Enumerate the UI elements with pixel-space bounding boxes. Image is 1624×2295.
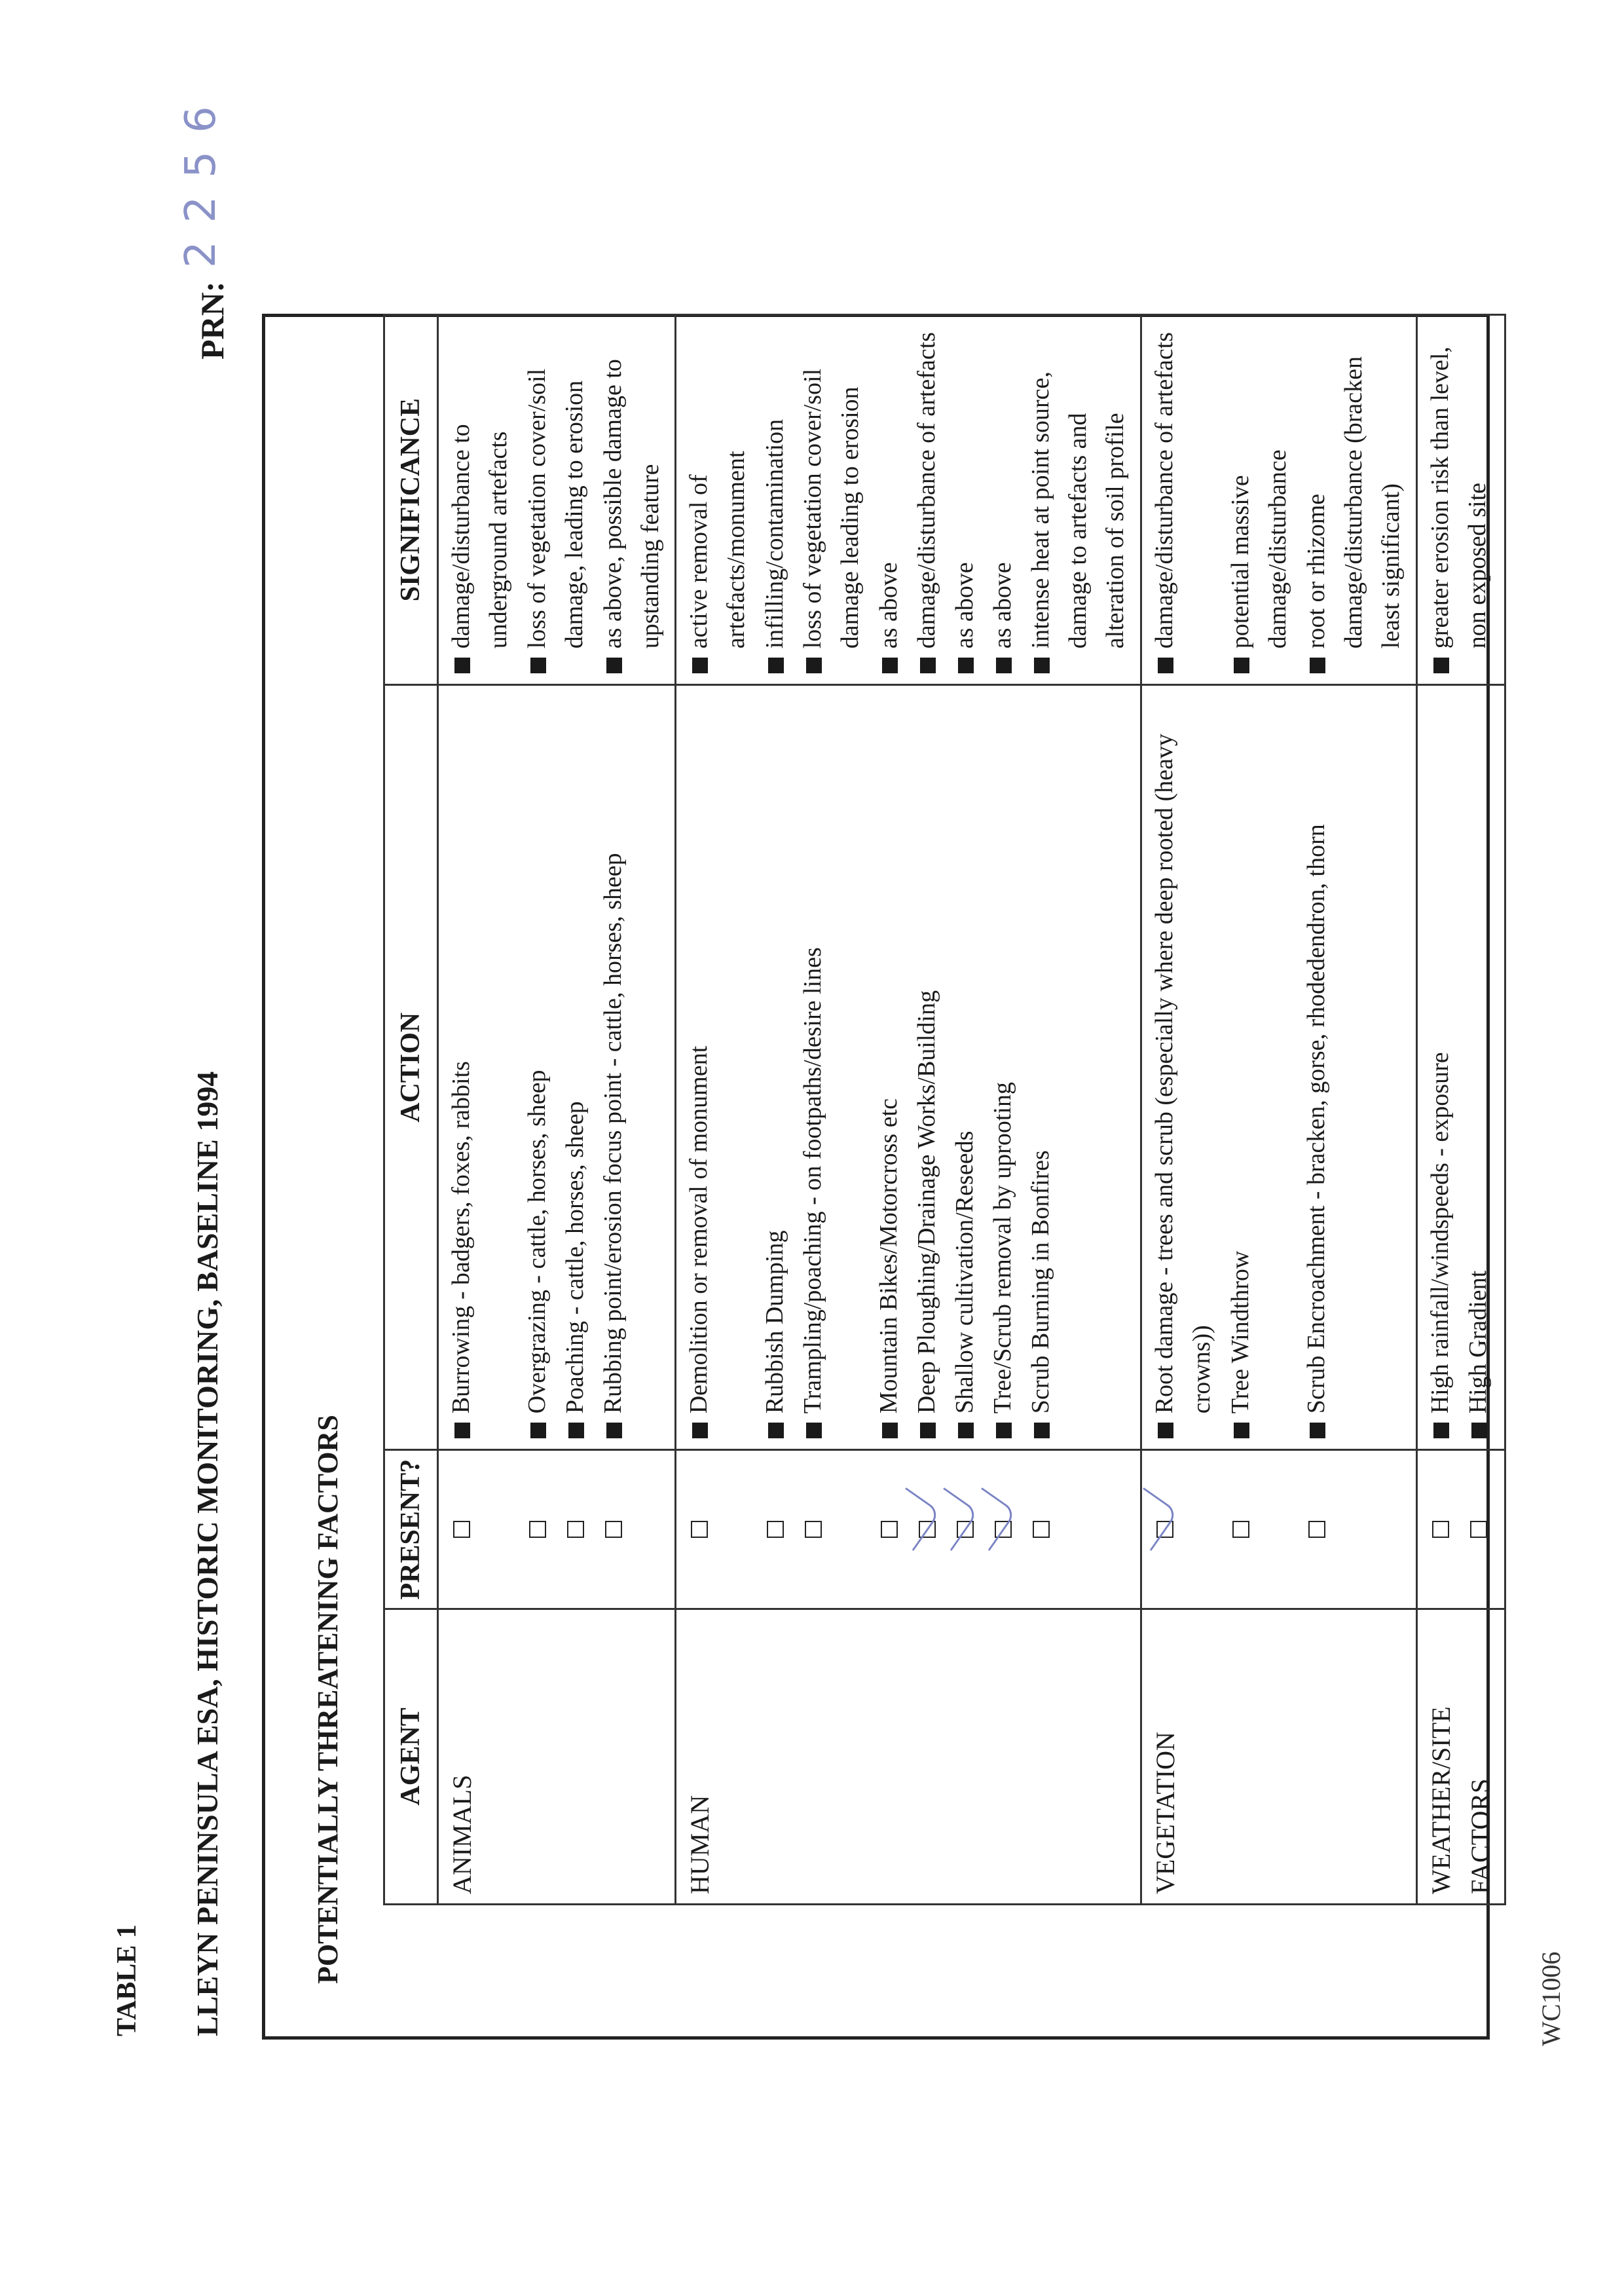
action-item — [595, 695, 671, 1440]
square-bullet-icon — [530, 658, 546, 673]
significance-cell — [676, 315, 1141, 685]
significance-text: potential massive damage/disturbance — [1227, 449, 1291, 649]
significance-item — [1022, 325, 1136, 675]
table-row — [676, 315, 1141, 1905]
present-checkbox[interactable] — [1432, 1521, 1449, 1538]
document-code: WC1006 — [1536, 1951, 1566, 2046]
significance-item — [680, 325, 756, 675]
significance-text: infilling/contamination — [761, 419, 788, 649]
square-bullet-icon — [454, 658, 470, 673]
square-bullet-icon — [1158, 1423, 1173, 1438]
action-text: Burrowing - badgers, foxes, rabbits — [447, 1061, 475, 1414]
square-bullet-icon — [692, 1423, 708, 1438]
agent-name: VEGETATION — [1151, 1732, 1180, 1894]
present-checkbox[interactable] — [567, 1521, 584, 1538]
significance-item — [756, 325, 794, 675]
action-text: High Gradient — [1464, 1270, 1492, 1414]
significance-text: damage/disturbance to underground artefacts — [447, 424, 512, 649]
action-item — [946, 695, 984, 1440]
column-header-present: PRESENT? — [384, 1450, 438, 1609]
present-cell — [438, 1450, 676, 1609]
table-row — [438, 315, 676, 1905]
square-bullet-icon — [1234, 1423, 1249, 1438]
significance-item — [1146, 325, 1222, 675]
square-bullet-icon — [530, 1423, 546, 1438]
present-checkbox[interactable] — [1232, 1521, 1249, 1538]
present-checkbox[interactable] — [605, 1521, 622, 1538]
significance-item — [1422, 325, 1498, 675]
square-bullet-icon — [692, 658, 708, 673]
square-bullet-icon — [606, 1423, 622, 1438]
present-checkbox[interactable] — [1308, 1521, 1325, 1538]
page-title: LLEYN PENINSULA ESA, HISTORIC MONITORING, BASELINE 1994 — [191, 1071, 224, 2036]
significance-text: damage/disturbance of artefacts — [1151, 332, 1178, 649]
action-item — [794, 695, 870, 1440]
significance-item — [984, 325, 1022, 675]
square-bullet-icon — [958, 1423, 974, 1438]
action-item — [1022, 695, 1136, 1440]
action-item — [1146, 695, 1222, 1440]
significance-text: as above — [951, 562, 978, 649]
significance-item — [794, 325, 870, 675]
square-bullet-icon — [806, 658, 822, 673]
significance-item — [519, 325, 595, 675]
action-text: Demolition or removal of monument — [685, 1045, 712, 1414]
square-bullet-icon — [920, 658, 936, 673]
significance-text: as above — [989, 562, 1016, 649]
action-item — [519, 695, 557, 1440]
significance-text: root or rhizome damage/disturbance (bracken least significant) — [1302, 356, 1405, 649]
significance-text: as above, possible damage to upstanding feature — [599, 359, 664, 649]
square-bullet-icon — [568, 1423, 584, 1438]
square-bullet-icon — [454, 1423, 470, 1438]
significance-text: greater erosion risk than level, non exposed site — [1426, 346, 1491, 649]
significance-item — [1298, 325, 1412, 675]
significance-cell — [1141, 315, 1417, 685]
table-number: TABLE 1 — [112, 1924, 142, 2036]
present-checkbox[interactable] — [805, 1521, 822, 1538]
action-item — [680, 695, 756, 1440]
action-item — [870, 695, 908, 1440]
square-bullet-icon — [606, 658, 622, 673]
square-bullet-icon — [1433, 1423, 1449, 1438]
table-frame — [262, 314, 1495, 2040]
present-checkbox[interactable] — [1470, 1521, 1487, 1538]
present-checkbox[interactable] — [529, 1521, 546, 1538]
significance-text: loss of vegetation cover/soil damage, leading to erosion — [523, 368, 588, 649]
action-text: Scrub Burning in Bonfires — [1027, 1150, 1054, 1414]
agent-name: WEATHER/SITE FACTORS — [1426, 1706, 1495, 1894]
significance-cell — [438, 315, 676, 685]
significance-item — [1222, 325, 1298, 675]
square-bullet-icon — [768, 1423, 784, 1438]
action-text: Scrub Encroachment - bracken, gorse, rhodedendron, thorn — [1302, 824, 1330, 1414]
action-cell — [676, 685, 1141, 1450]
significance-item — [870, 325, 908, 675]
square-bullet-icon — [958, 658, 974, 673]
prn-handwritten-value: 2256 — [177, 88, 225, 268]
action-item — [908, 695, 946, 1440]
present-checkbox[interactable] — [691, 1521, 708, 1538]
significance-item — [595, 325, 671, 675]
agent-cell — [1417, 1609, 1505, 1904]
square-bullet-icon — [920, 1423, 936, 1438]
present-cell — [1417, 1450, 1505, 1609]
action-text: Poaching - cattle, horses, sheep — [561, 1101, 589, 1414]
agent-name: HUMAN — [685, 1795, 714, 1894]
action-cell — [438, 685, 676, 1450]
agent-cell — [438, 1609, 676, 1904]
significance-text: intense heat at point source, damage to artefacts and alteration of soil profile — [1027, 371, 1129, 649]
square-bullet-icon — [1034, 658, 1050, 673]
agent-cell — [1141, 1609, 1417, 1904]
present-checkbox[interactable] — [1033, 1521, 1050, 1538]
table-row — [1141, 315, 1417, 1905]
significance-cell — [1417, 315, 1505, 685]
present-checkbox-checked[interactable] — [995, 1521, 1012, 1538]
square-bullet-icon — [996, 658, 1012, 673]
significance-text: damage/disturbance of artefacts — [913, 332, 940, 649]
square-bullet-icon — [996, 1423, 1012, 1438]
column-header-significance: SIGNIFICANCE — [384, 315, 438, 685]
significance-text: loss of vegetation cover/soil damage leading to erosion — [799, 368, 864, 649]
significance-item — [908, 325, 946, 675]
square-bullet-icon — [1034, 1423, 1050, 1438]
present-cell — [1141, 1450, 1417, 1609]
square-bullet-icon — [1471, 1423, 1487, 1438]
significance-text: as above — [875, 562, 902, 649]
action-item — [1298, 695, 1412, 1440]
action-cell — [1141, 685, 1417, 1450]
column-header-action: ACTION — [384, 685, 438, 1450]
agent-cell — [676, 1609, 1141, 1904]
action-text: Tree/Scrub removal by uprooting — [989, 1082, 1016, 1414]
action-item — [756, 695, 794, 1440]
square-bullet-icon — [882, 658, 898, 673]
square-bullet-icon — [882, 1423, 898, 1438]
action-text: Rubbing point/erosion focus point - cattle, horses, sheep — [599, 853, 627, 1414]
threatening-factors-table — [383, 314, 1506, 1905]
action-item — [443, 695, 519, 1440]
square-bullet-icon — [768, 658, 784, 673]
present-checkbox[interactable] — [453, 1521, 470, 1538]
action-text: Root damage - trees and scrub (especially where deep rooted (heavy crowns)) — [1151, 734, 1215, 1414]
present-cell — [676, 1450, 1141, 1609]
action-item — [1460, 695, 1498, 1440]
prn-label: PRN: — [194, 281, 231, 360]
action-item — [1422, 695, 1460, 1440]
action-cell — [1417, 685, 1505, 1450]
action-item — [1222, 695, 1298, 1440]
present-checkbox-checked[interactable] — [1156, 1521, 1173, 1538]
action-text: High rainfall/windspeeds - exposure — [1426, 1052, 1454, 1414]
action-text: Shallow cultivation/Reseeds — [951, 1130, 978, 1414]
square-bullet-icon — [806, 1423, 822, 1438]
present-checkbox[interactable] — [767, 1521, 784, 1538]
table-caption: POTENTIALLY THREATENING FACTORS — [312, 1415, 344, 1984]
action-text: Deep Ploughing/Drainage Works/Building — [913, 990, 940, 1414]
square-bullet-icon — [1234, 658, 1249, 673]
action-item — [557, 695, 595, 1440]
agent-name: ANIMALS — [447, 1774, 477, 1894]
action-item — [984, 695, 1022, 1440]
table-header-row — [384, 315, 438, 1905]
column-header-agent: AGENT — [384, 1609, 438, 1904]
square-bullet-icon — [1433, 658, 1449, 673]
action-text: Rubbish Dumping — [761, 1230, 788, 1414]
square-bullet-icon — [1158, 658, 1173, 673]
action-text: Tree Windthrow — [1227, 1250, 1254, 1414]
action-text: Mountain Bikes/Motorcross etc — [875, 1098, 902, 1414]
square-bullet-icon — [1310, 658, 1325, 673]
action-text: Overgrazing - cattle, horses, sheep — [523, 1070, 551, 1414]
significance-text: active removal of artefacts/monument — [685, 451, 750, 649]
square-bullet-icon — [1310, 1423, 1325, 1438]
significance-item — [443, 325, 519, 675]
significance-item — [946, 325, 984, 675]
action-text: Trampling/poaching - on footpaths/desire lines — [799, 947, 826, 1414]
table-row — [1417, 315, 1505, 1905]
